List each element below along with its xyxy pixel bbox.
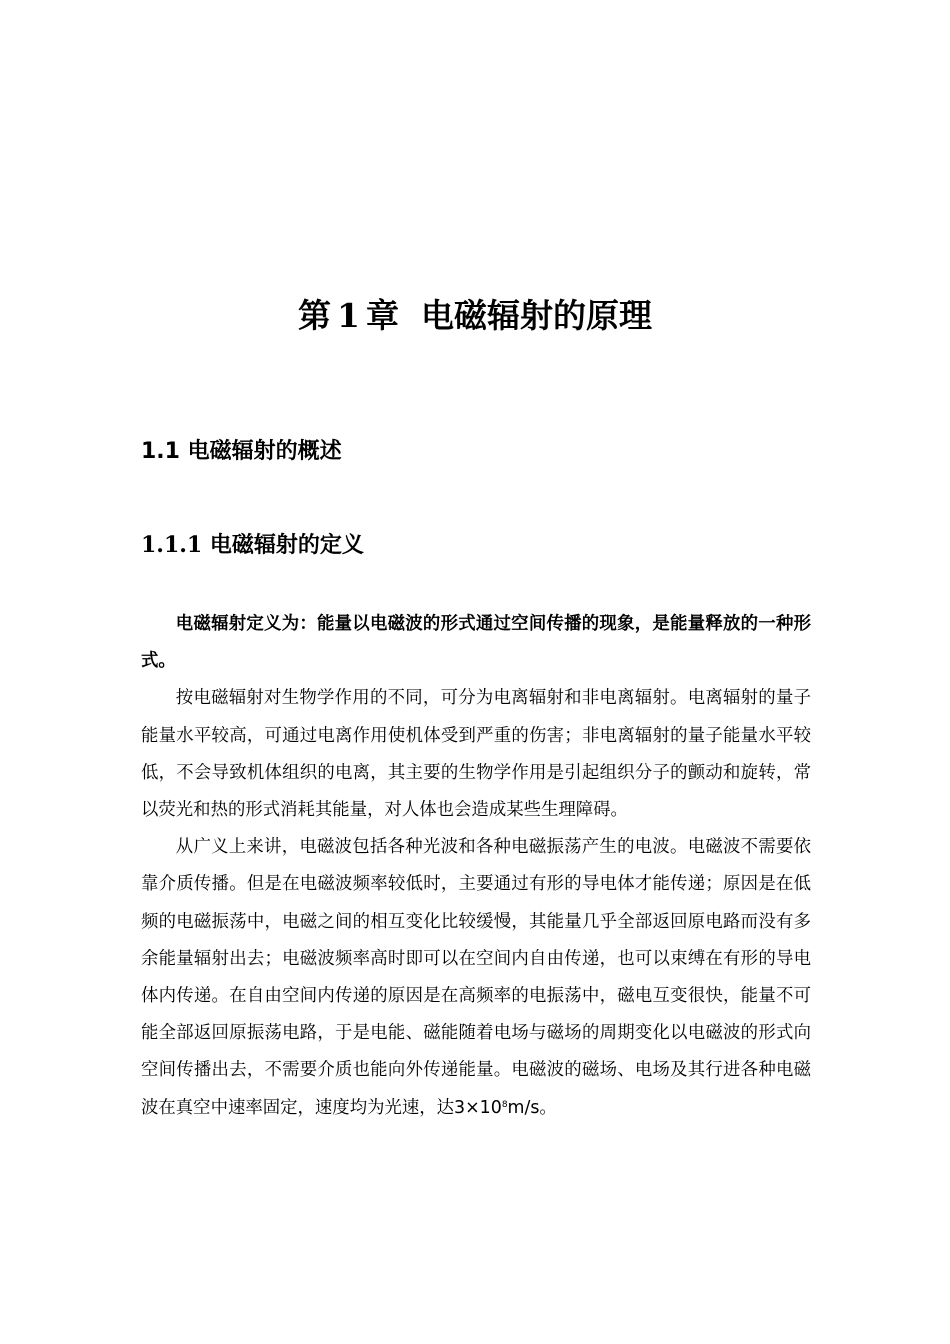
definition-paragraph: 电磁辐射定义为：能量以电磁波的形式通过空间传播的现象，是能量释放的一种形式。	[141, 614, 811, 672]
chapter-number: 1	[337, 296, 360, 335]
section-heading: 1.1 电磁辐射的概述	[141, 439, 342, 464]
speed-of-light-value	[454, 1098, 539, 1118]
speed-end: 。	[539, 1097, 557, 1118]
subsection-heading: 1.1.1 电磁辐射的定义	[141, 532, 364, 558]
speed-base: 3×10	[454, 1097, 502, 1118]
chapter-number-suffix: 章	[365, 296, 399, 335]
speed-unit: m/s	[507, 1097, 540, 1118]
waves-paragraph-text: 从广义上来讲，电磁波包括各种光波和各种电磁振荡产生的电波。电磁波不需要依靠介质传播。但是在电磁波频率较低时，主要通过有形的导电体才能传递；原因是在低频的电磁振荡中，电磁之间的相互变化比较缓慢，其能量几乎全部返回原电路而没有多余能量辐射出去；电磁波频率高时即可以在空间内自由传递，也可以束缚在有形的导电体内传递。在自由空间内传递的原因是在高频率的电振荡中，磁电互变很快，能量不可能全部返回原振荡电路，于是电能、磁能随着电场与磁场的周期变化以电磁波的形式向空间传播出去，不需要介质也能向外传递能量。电磁波的磁场、电场及其行进各种电磁波在真空中速率固定，速度均为光速，达	[141, 837, 811, 1118]
classification-paragraph: 按电磁辐射对生物学作用的不同，可分为电离辐射和非电离辐射。电离辐射的量子能量水平较高，可通过电离作用使机体受到严重的伤害；非电离辐射的量子能量水平较低，不会导致机体组织的电离，其主要的生物学作用是引起组织分子的颤动和旋转，常以荧光和热的形式消耗其能量，对人体也会造成某些生理障碍。	[141, 688, 811, 821]
chapter-name: 电磁辐射的原理	[420, 296, 652, 335]
body-text	[141, 606, 811, 1127]
speed-exponent: 8	[501, 1099, 508, 1110]
chapter-title	[0, 290, 950, 342]
chapter-number-prefix: 第	[298, 296, 332, 335]
waves-paragraph	[141, 829, 811, 1127]
